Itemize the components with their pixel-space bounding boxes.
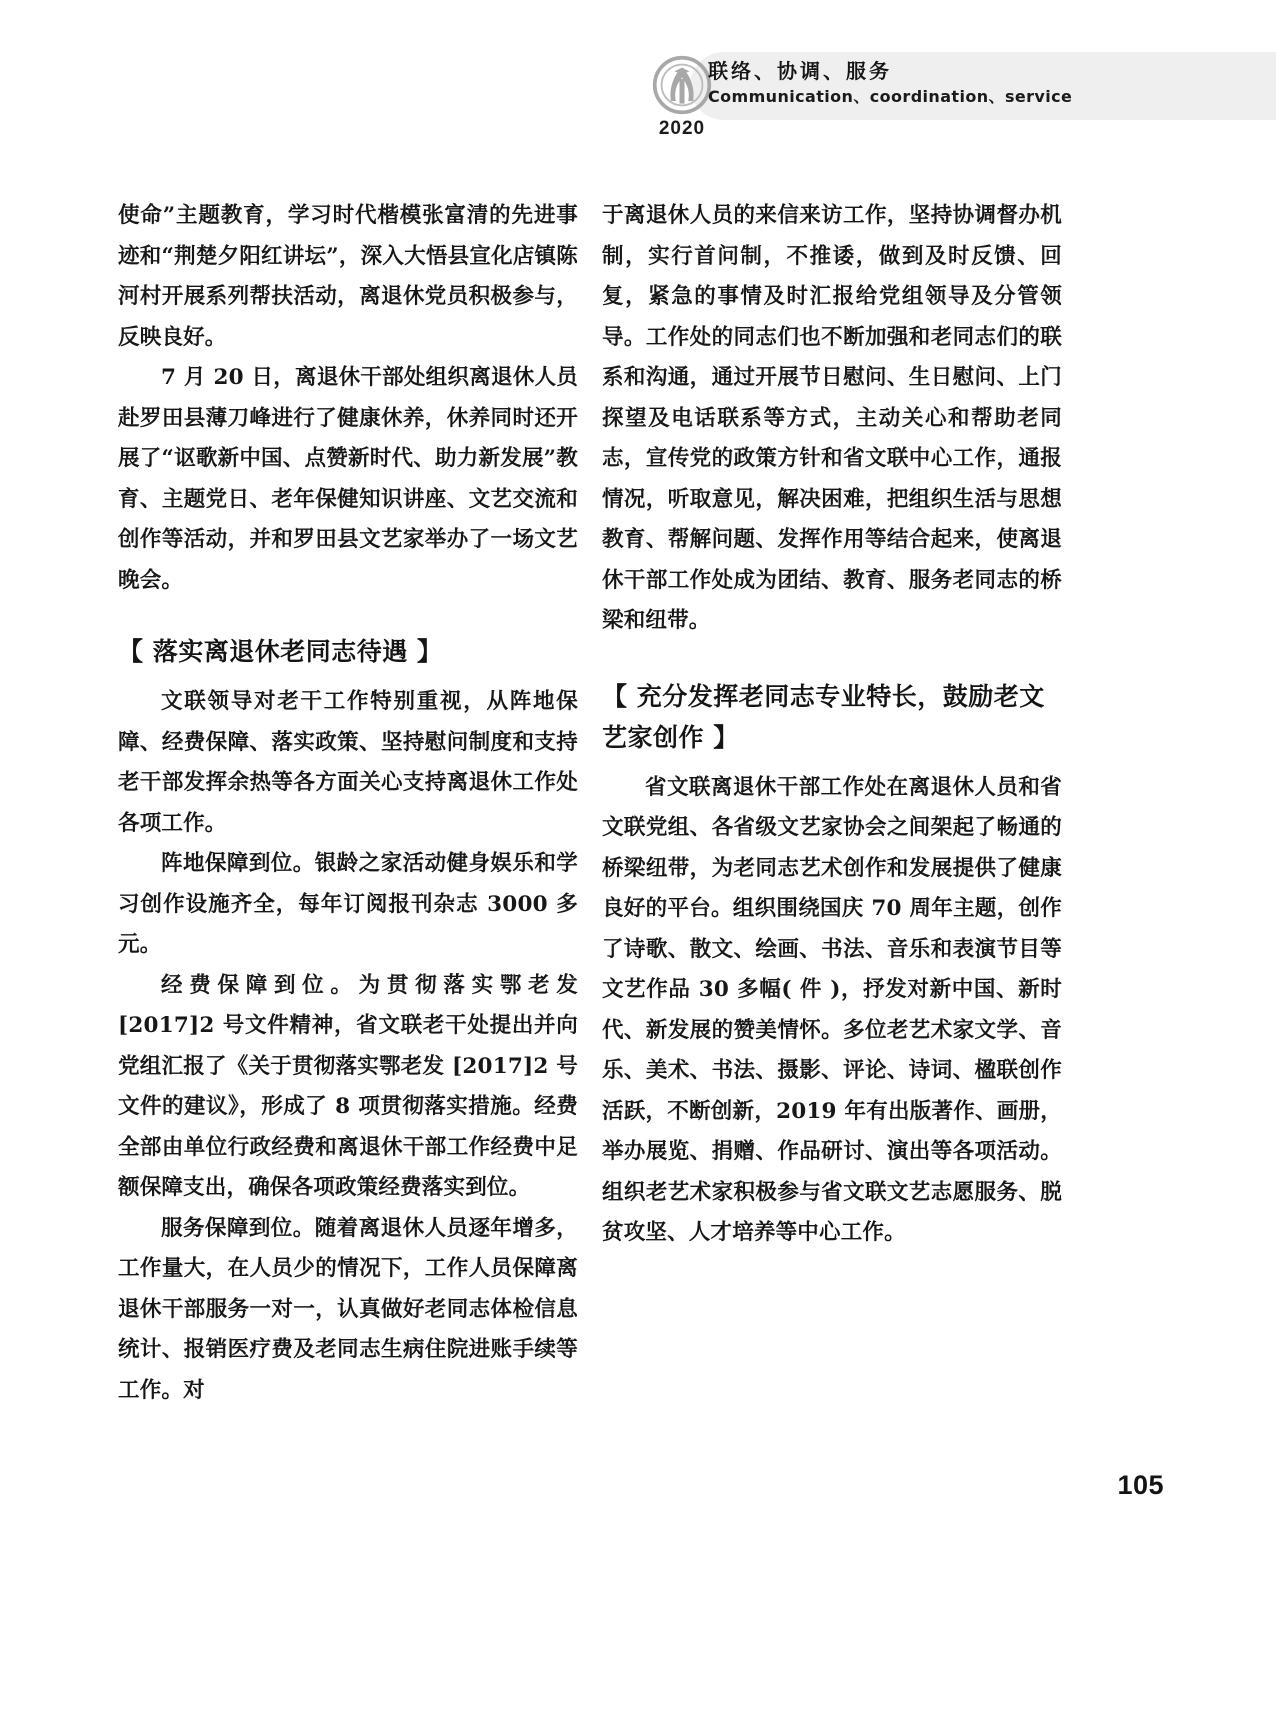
right-column	[602, 196, 1062, 1254]
header-title-english: Communication、coordination、service	[708, 87, 1073, 106]
page-number: 105	[1117, 1470, 1164, 1500]
logo-year: 2020	[658, 118, 706, 139]
page-footer	[0, 1470, 1276, 1530]
section-heading-artists: 【 充分发挥老同志专业特长，鼓励老文艺家创作 】	[602, 681, 1045, 752]
header-title-chinese: 联络、协调、服务	[708, 59, 892, 83]
paragraph: 阵地保障到位。银龄之家活动健身娱乐和学习创作设施齐全，每年订阅报刊杂志 3000 多元。	[118, 851, 578, 957]
section-heading-benefits: 【 落实离退休老同志待遇 】	[118, 637, 443, 666]
paragraph: 使命”主题教育，学习时代楷模张富清的先进事迹和“荆楚夕阳红讲坛”，深入大悟县宣化店镇陈河村开展系列帮扶活动，离退休党员积极参与，反映良好。	[118, 203, 578, 350]
paragraph: 服务保障到位。随着离退休人员逐年增多，工作量大，在人员少的情况下，工作人员保障离退休干部服务一对一，认真做好老同志体检信息统计、报销医疗费及老同志生病住院进账手续等工作。对	[118, 1215, 578, 1403]
paragraph: 于离退休人员的来信来访工作，坚持协调督办机制，实行首问制，不推诿，做到及时反馈、回复，紧急的事情及时汇报给党组领导及分管领导。工作处的同志们也不断加强和老同志们的联系和沟通，通过开展节日慰问、生日慰问、上门探望及电话联系等方式，主动关心和帮助老同志，宣传党的政策方针和省文联中心工作，通报情况，听取意见，解决困难，把组织生活与思想教育、帮解问题、发挥作用等结合起来，使离退休干部工作处成为团结、教育、服务老同志的桥梁和纽带。	[602, 203, 1062, 633]
paragraph: 经费保障到位。为贯彻落实鄂老发 [2017]2 号文件精神，省文联老干处提出并向党组汇报了《关于贯彻落实鄂老发 [2017]2 号文件的建议》，形成了 8 项贯彻落实措施。经费全部由单位行政经费和离退休干部工作经费中足额保障支出，确保各项政策经费落实到位。	[118, 972, 578, 1200]
left-column	[118, 196, 578, 1411]
paragraph: 文联领导对老干工作特别重视，从阵地保障、经费保障、落实政策、坚持慰问制度和支持老干部发挥余热等各方面关心支持离退休工作处各项工作。	[118, 689, 578, 836]
paragraph: 省文联离退休干部工作处在离退休人员和省文联党组、各省级文艺家协会之间架起了畅通的桥梁纽带，为老同志艺术创作和发展提供了健康良好的平台。组织围绕国庆 70 周年主题，创作了诗歌、散文、绘画、书法、音乐和表演节目等文艺作品 30 多幅( 件 )，抒发对新中国、新时代、新发展的赞美情怀。多位老艺术家文学、音乐、美术、书法、摄影、评论、诗词、楹联创作活跃，不断创新，2019 年有出版著作、画册，举办展览、捐赠、作品研讨、演出等各项活动。组织老艺术家积极参与省文联文艺志愿服务、脱贫攻坚、人才培养等中心工作。	[602, 774, 1062, 1245]
paragraph: 7 月 20 日，离退休干部处组织离退休人员赴罗田县薄刀峰进行了健康休养，休养同时还开展了“讴歌新中国、点赞新时代、助力新发展”教育、主题党日、老年保健知识讲座、文艺交流和创作等活动，并和罗田县文艺家举办了一场文艺晚会。	[118, 365, 578, 593]
